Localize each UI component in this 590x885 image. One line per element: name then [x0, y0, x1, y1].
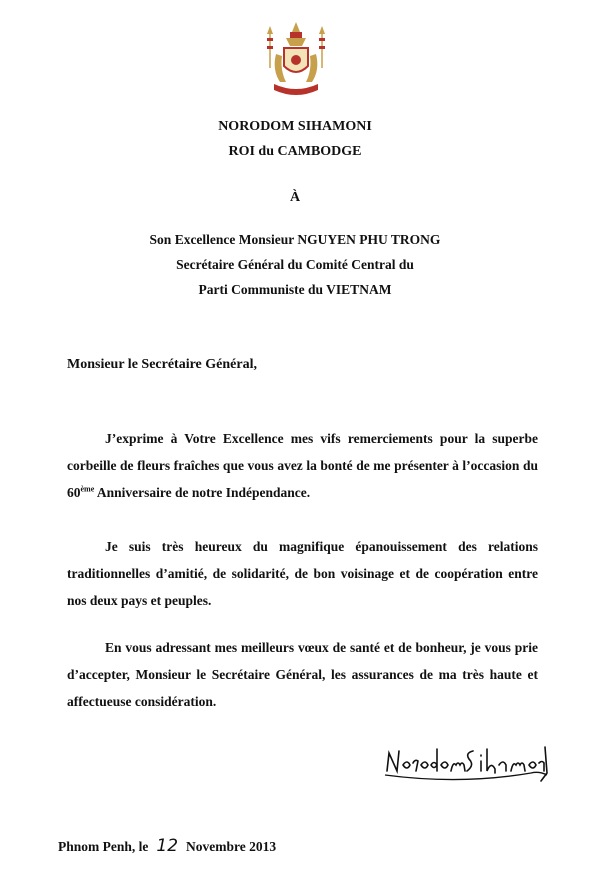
- recipient-organization: Parti Communiste du VIETNAM: [198, 282, 392, 297]
- royal-crest-icon: [262, 20, 330, 100]
- sender-name: NORODOM SIHAMONI: [218, 119, 372, 134]
- paragraph-1: [67, 425, 538, 506]
- addressed-to: À: [289, 190, 301, 205]
- date-line: [58, 836, 276, 856]
- date-month-year: Novembre 2013: [186, 839, 277, 854]
- paragraph-1-text-end: Anniversaire de notre Indépendance.: [94, 485, 311, 500]
- paragraph-2: Je suis très heureux du magnifique épanouissement des relations traditionnelles d’amitié, de solidarité, de bon voisinage et de coopération entre nos deux pays et peuples.: [67, 539, 538, 608]
- ordinal-suffix: ème: [80, 484, 95, 494]
- handwritten-signature: [381, 741, 551, 789]
- recipient-name: Son Excellence Monsieur NGUYEN PHU TRONG: [149, 232, 441, 247]
- date-day: 12: [156, 836, 179, 856]
- recipient-title: Secrétaire Général du Comité Central du: [176, 257, 414, 272]
- salutation: Monsieur le Secrétaire Général,: [67, 357, 257, 372]
- date-place: Phnom Penh, le: [58, 839, 149, 854]
- sender-title: ROI du CAMBODGE: [228, 144, 362, 159]
- paragraph-1-text: J’exprime à Votre Excellence mes vifs remerciements pour la superbe corbeille de fleurs fraîches que vous avez la bonté de me présenter à l’occasion du 60: [67, 431, 538, 500]
- paragraph-3: En vous adressant mes meilleurs vœux de santé et de bonheur, je vous prie d’accepter, Monsieur le Secrétaire Général, les assurances de ma très haute et affectueuse considération.: [67, 640, 538, 709]
